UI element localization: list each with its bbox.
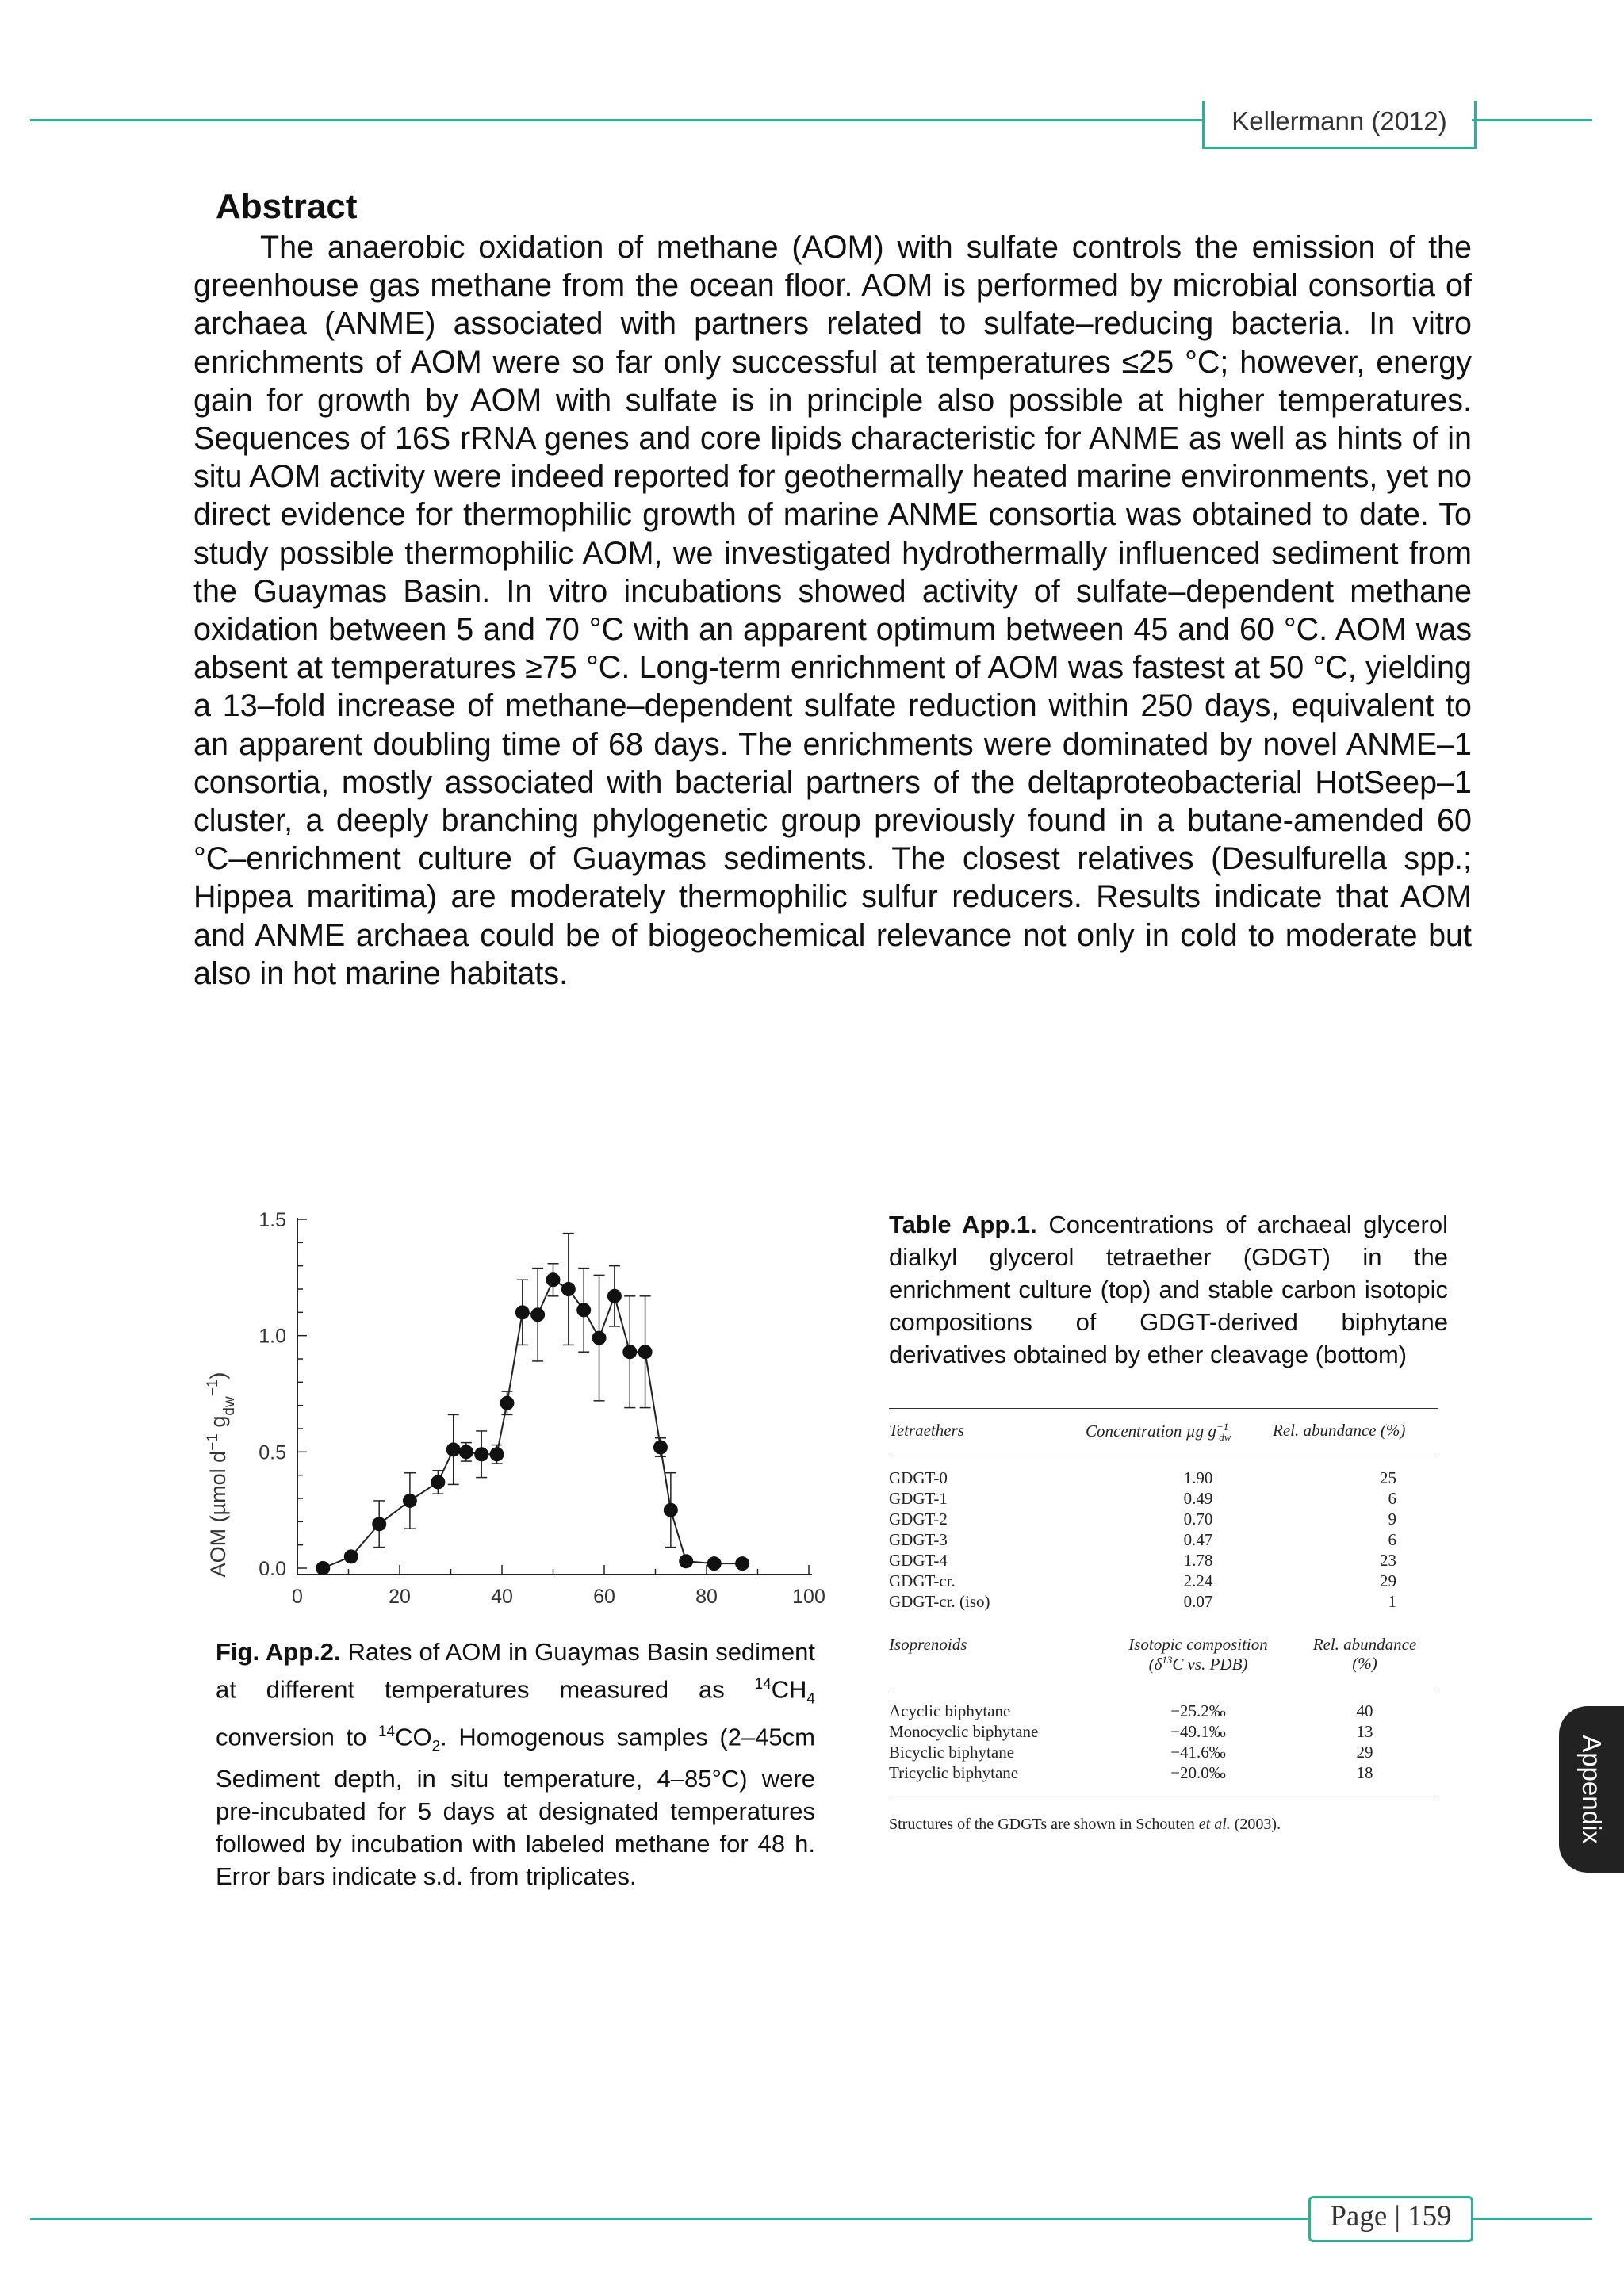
cell-isotopic: −25.2‰ [1170, 1701, 1226, 1720]
header-isotopic: Isotopic composition [1128, 1635, 1268, 1654]
cell-name: Acyclic biphytane [889, 1701, 1011, 1720]
data-point [446, 1442, 461, 1456]
data-point [344, 1549, 358, 1563]
table-rule-top [889, 1408, 1438, 1409]
cell-isotopic: −41.6‰ [1170, 1743, 1226, 1762]
cell-name: Tricyclic biphytane [889, 1763, 1019, 1782]
chart-tick-labels [259, 1209, 825, 1608]
data-point [664, 1503, 678, 1517]
header-percent: (%) [1352, 1654, 1377, 1673]
data-point [607, 1289, 622, 1303]
cell-concentration: 0.70 [1183, 1510, 1213, 1529]
x-tick-label: 40 [491, 1586, 513, 1608]
cell-name: Monocyclic biphytane [889, 1722, 1039, 1741]
running-head: Kellermann (2012) [1231, 106, 1447, 136]
x-tick-label: 0 [292, 1586, 303, 1608]
cell-name: GDGT-0 [889, 1468, 948, 1487]
cell-name: GDGT-cr. [889, 1571, 956, 1590]
cell-name: GDGT-cr. (iso) [889, 1592, 990, 1611]
x-tick-label: 20 [389, 1586, 411, 1608]
x-tick-label: 100 [792, 1586, 825, 1608]
cell-rel-abundance: 13 [1356, 1722, 1373, 1741]
table-row [889, 1530, 1438, 1551]
cell-name: GDGT-1 [889, 1489, 948, 1508]
data-point [546, 1272, 561, 1287]
cell-concentration: 2.24 [1183, 1571, 1213, 1590]
data-point [316, 1561, 330, 1575]
y-tick-label: 0.5 [259, 1441, 286, 1464]
cell-concentration: 1.90 [1183, 1468, 1213, 1487]
table-caption: Table App.1. Concentrations of archaeal glycerol dialkyl glycerol tetraether (GDGT) in the enrichment culture (top) and stable carbon isotopic compositions of GDGT-derived biphytane derivatives obtained by ether cleavage (bottom) [889, 1211, 1449, 1368]
cell-rel-abundance: 6 [1388, 1530, 1396, 1549]
data-point [490, 1447, 504, 1461]
cell-concentration: 0.47 [1183, 1530, 1213, 1549]
table-row [889, 1592, 1438, 1613]
y-tick-label: 1.5 [259, 1209, 286, 1231]
cell-concentration: 1.78 [1183, 1551, 1213, 1570]
cell-rel-abundance: 9 [1388, 1510, 1396, 1529]
header-rel-abundance-2: Rel. abundance [1312, 1635, 1417, 1654]
chart-points [316, 1272, 749, 1575]
cell-isotopic: −49.1‰ [1170, 1722, 1226, 1741]
cell-rel-abundance: 1 [1388, 1592, 1396, 1611]
y-tick-label: 1.0 [259, 1325, 286, 1348]
header-rule-left [30, 119, 1202, 121]
appendix-tab-label: Appendix [1577, 1735, 1607, 1844]
data-point [530, 1307, 545, 1322]
cell-rel-abundance: 29 [1380, 1571, 1396, 1590]
cell-concentration: 0.07 [1183, 1592, 1213, 1611]
cell-rel-abundance: 23 [1380, 1551, 1396, 1570]
table-row [889, 1743, 1438, 1763]
header-tetraethers: Tetraethers [889, 1421, 964, 1440]
figure-caption: Fig. App.2. Rates of AOM in Guaymas Basin sediment at different temperatures measured as $^{14}CH_4$ conversion to $^{14}CO_2$. Homogenous samples (2–45cm Sediment depth, in situ temperature, 4–85°C) were pre-incubated for 5 days at designated temperatures followed by incubation with labeled methane for 48 h. Error bars indicate s.d. from triplicates. [216, 1638, 815, 1891]
header-concentration: Concentration µg $g^{-1}_{dw}$ [1086, 1421, 1231, 1444]
table-row [889, 1510, 1438, 1530]
aom-temperature-chart [198, 1205, 833, 1625]
table-row [889, 1489, 1438, 1510]
data-point [474, 1447, 488, 1461]
cell-name: GDGT-3 [889, 1530, 948, 1549]
data-point [653, 1440, 668, 1454]
data-point [576, 1303, 591, 1317]
header-isoprenoids: Isoprenoids [889, 1635, 967, 1654]
header-isotopic-unit: ($\delta^{13}C$ vs. PDB) [1148, 1654, 1248, 1674]
table-label: Table App.1. [889, 1211, 1037, 1238]
table-row [889, 1551, 1438, 1571]
table-row [889, 1763, 1438, 1784]
y-tick-label: 0.0 [259, 1558, 286, 1580]
data-point [561, 1282, 576, 1296]
header-rule-right [1472, 119, 1592, 121]
cell-concentration: 0.49 [1183, 1489, 1213, 1508]
x-tick-label: 80 [695, 1586, 718, 1608]
data-point [500, 1396, 514, 1410]
abstract-title: Abstract [216, 187, 358, 226]
data-point [622, 1345, 637, 1359]
footer-rule-right [1472, 2218, 1592, 2220]
cell-name: GDGT-2 [889, 1510, 948, 1529]
table-row [889, 1701, 1438, 1722]
header-rel-abundance: Rel. abundance (%) [1273, 1421, 1406, 1440]
cell-rel-abundance: 6 [1388, 1489, 1396, 1508]
data-point [403, 1494, 417, 1508]
table-row [889, 1468, 1438, 1489]
data-point [372, 1517, 386, 1531]
footer-rule-left [30, 2218, 1308, 2220]
figure-label: Fig. App.2. [216, 1638, 341, 1666]
y-axis-label: AOM (µmol $d^{-1}$ $g_{dw}^{-1}$) [204, 1372, 238, 1578]
cell-name: Bicyclic biphytane [889, 1743, 1015, 1762]
table-row [889, 1571, 1438, 1592]
data-point [592, 1331, 607, 1345]
cell-rel-abundance: 18 [1356, 1763, 1373, 1782]
abstract-body: The anaerobic oxidation of methane (AOM) with sulfate controls the emission of the greenhouse gas methane from the ocean floor. AOM is performed by microbial consortia of archaea (ANME) associated with partners related to sulfate–reducing bacteria. In vitro enrichments of AOM were so far only successful at temperatures ≤25 °C; however, energy gain for growth by AOM with sulfate is in principle also possible at higher temperatures. Sequences of 16S rRNA genes and core lipids characteristic for ANME as well as hints of in situ AOM activity were indeed reported for geothermally heated marine environments, yet no direct evidence for thermophilic growth of marine ANME consortia was obtained to date. To study possible thermophilic AOM, we investigated hydrothermally influenced sediment from the Guaymas Basin. In vitro incubations showed activity of sulfate–dependent methane oxidation between 5 and 70 °C with an apparent optimum between 45 and 60 °C. AOM was absent at temperatures ≥75 °C. Long-term enrichment of AOM was fastest at 50 °C, yielding a 13–fold increase of methane–dependent sulfate reduction within 250 days, equivalent to an apparent doubling time of 68 days. The enrichments were dominated by novel ANME–1 consortia, mostly associated with bacterial partners of the deltaproteobacterial HotSeep–1 cluster, a deeply branching phylogenetic group previously found in a butane-amended 60 °C–enrichment culture of Guaymas sediments. The closest relatives (Desulfurella spp.; Hippea maritima) are moderately thermophilic sulfur reducers. Results indicate that AOM and ANME archaea could be of biogeochemical relevance not only in cold to moderate but also in hot marine habitats. [193, 230, 1472, 991]
data-point [638, 1345, 653, 1359]
cell-isotopic: −20.0‰ [1170, 1763, 1226, 1782]
appendix-side-tab [1559, 1706, 1624, 1873]
page-number: Page | 159 [1330, 2200, 1452, 2233]
data-point [679, 1554, 693, 1568]
cell-rel-abundance: 40 [1356, 1701, 1373, 1720]
data-point [431, 1475, 445, 1489]
cell-rel-abundance: 29 [1356, 1743, 1373, 1762]
x-tick-label: 60 [593, 1586, 615, 1608]
cell-name: GDGT-4 [889, 1551, 948, 1570]
cell-rel-abundance: 25 [1380, 1468, 1396, 1487]
data-point [735, 1556, 749, 1571]
table-footnote: Structures of the GDGTs are shown in Schouten et al. (2003). [889, 1816, 1281, 1833]
chart-error-bars [373, 1234, 676, 1548]
data-point [459, 1445, 473, 1459]
table-row [889, 1722, 1438, 1743]
data-point [515, 1305, 530, 1319]
data-point [707, 1556, 722, 1571]
